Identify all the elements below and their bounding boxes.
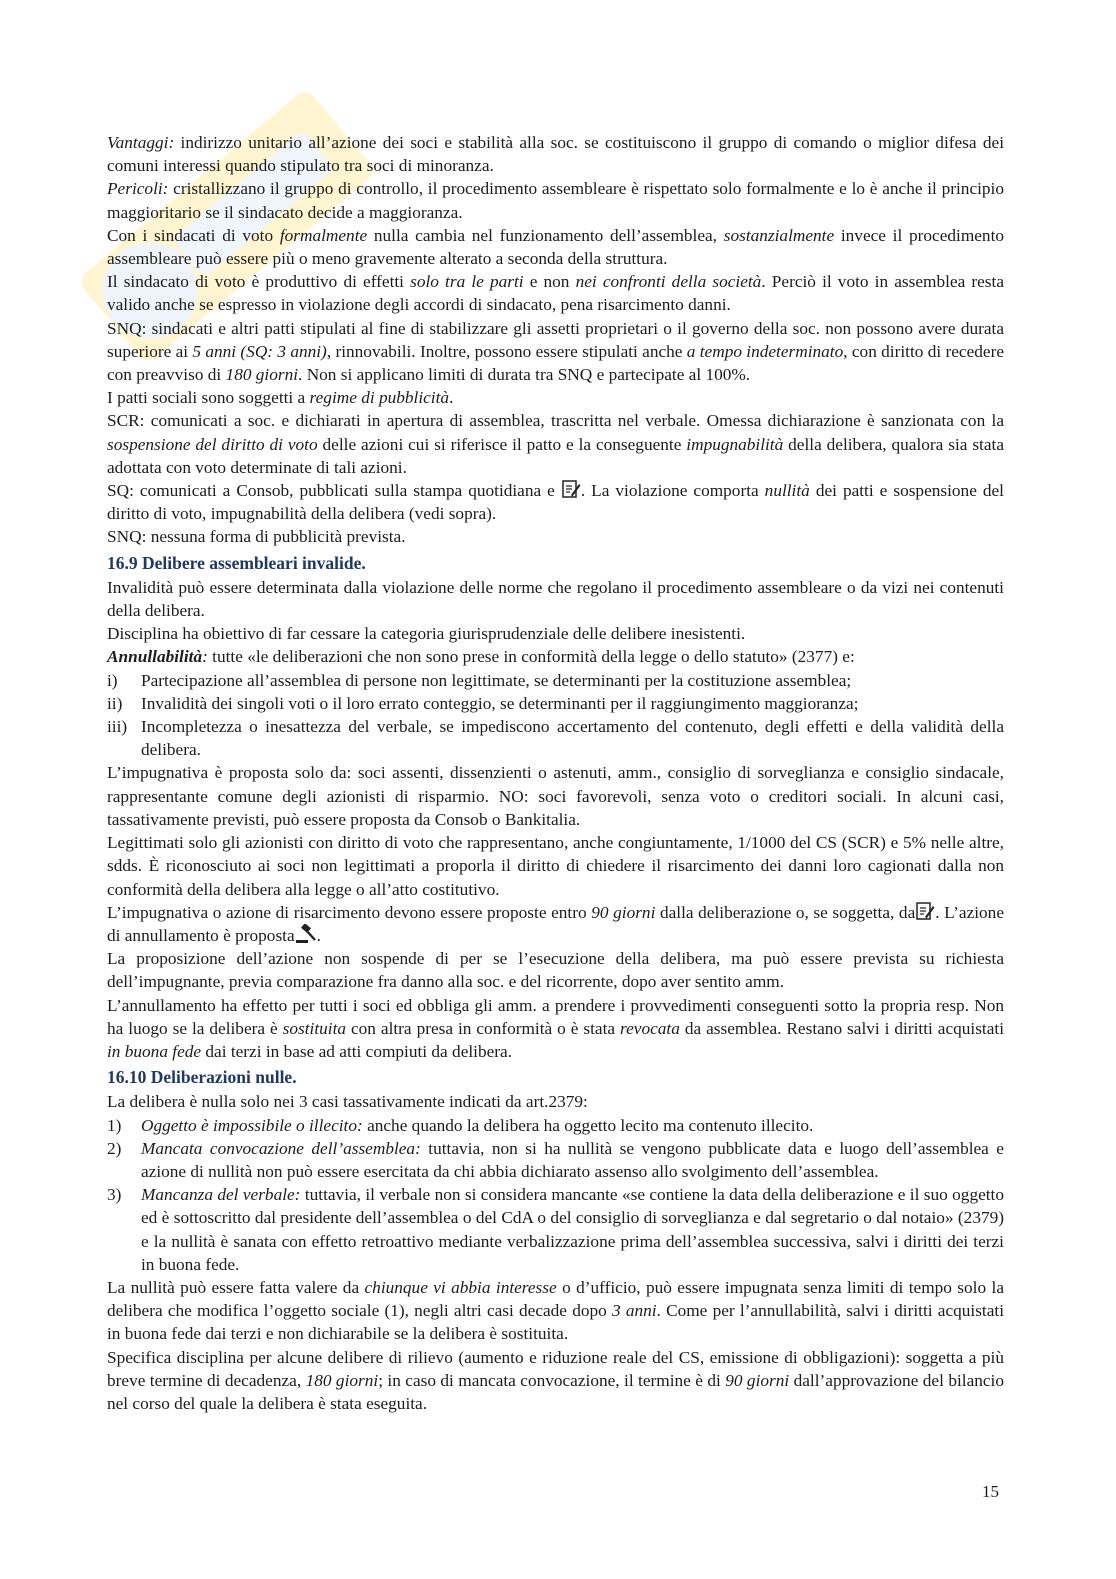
section-heading-16-10: 16.10 Deliberazioni nulle. (107, 1067, 297, 1088)
document-body (107, 131, 1004, 1415)
list-item: 1) Oggetto è impossibile o illecito: anche quando la delibera ha oggetto lecito ma contenuto illecito. (107, 1115, 814, 1135)
paragraph-specifica-disciplina: Specifica disciplina per alcune delibere di rilievo (aumento e riduzione reale del CS, emissione di obbligazioni): soggetta a più breve termine di decadenza, 180 giorni; in caso di mancata convocazione, il termine è di 90 giorni dall’approvazione del bilancio nel corso del quale la delibera è stata eseguita. (107, 1347, 1004, 1413)
paragraph-invalidita: Invalidità può essere determinata dalla violazione delle norme che regolano il procedimento assembleare o da vizi nei contenuti della delibera. (107, 577, 1004, 621)
list-item: i) Partecipazione all’assemblea di persone non legittimate, se determinanti per la costituzione assemblea; (107, 670, 852, 690)
list-item: iii) Incompletezza o inesattezza del verbale, se impediscono accertamento del contenuto, degli effetti e della validità della delibera. (107, 717, 1004, 760)
paragraph-annullabilita: Annullabilità: tutte «le deliberazioni che non sono prese in conformità della legge o dello statuto» (2377) e: (107, 647, 855, 667)
list-item: 3) Mancanza del verbale: tuttavia, il verbale non si considera mancante «se contiene la data della deliberazione e il suo oggetto ed è sottoscritto dal presidente dell’assemblea o del CdA o del consiglio di sorveglianza e dal segretario o dal notaio» (2379) e la nullità è sanata con effetto retroattivo mediante verbalizzazione prima dell’assemblea successiva, salvi i diritti dei terzi in buona fede. (107, 1185, 1004, 1274)
paragraph-sospensione: La proposizione dell’azione non sospende di per se l’esecuzione della delibera, ma può essere prevista su richiesta dell’impugnante, previa comparazione fra danno alla soc. e del ricorrente, dopo aver sentito amm. (107, 949, 1004, 992)
gavel-icon (295, 924, 317, 944)
paragraph-effetti: Il sindacato di voto è produttivo di effetti solo tra le parti e non nei confronti della società. Perciò il voto in assemblea resta valido anche se espresso in violazione degli accordi di sindacato, pena risarcimento danni. (107, 272, 1005, 315)
paragraph-termini: L’impugnativa o azione di risarcimento devono essere proposte entro 90 giorni dalla deliberazione o, se soggetta, da . L’azione di annullamento è proposta . (107, 902, 1004, 945)
list-item: 2) Mancata convocazione dell’assemblea: tuttavia, non si ha nullità se vengono pubblicate data e luogo dell’assemblea e azione di nullità non può essere esercitata da chi abbia dichiarato assenso allo svolgimento dell’assemblea. (107, 1138, 1004, 1181)
paragraph-impugnativa: L’impugnativa è proposta solo da: soci assenti, dissenzienti o astenuti, amm., consiglio di sorveglianza e consiglio sindacale, rappresentante comune degli azionisti di risparmio. NO: soci favorevoli, senza voto o creditori sociali. In alcuni casi, tassativamente previsti, può essere proposta da Consob o Bankitalia. (107, 763, 1004, 829)
section-heading-16-9: 16.9 Delibere assembleari invalide. (107, 552, 366, 573)
paragraph-sindacati-voto: Con i sindacati di voto formalmente nulla cambia nel funzionamento dell’assemblea, sostanzialmente invece il procedimento assembleare può essere più o meno gravemente alterato a seconda della struttura. (107, 225, 1005, 269)
register-pencil-icon (915, 901, 935, 921)
page-number: 15 (982, 1482, 999, 1501)
list-item: ii) Invalidità dei singoli voti o il loro errato conteggio, se determinanti per il raggiungimento maggioranza; (107, 693, 859, 713)
paragraph-nullita-interesse: La nullità può essere fatta valere da chiunque vi abbia interesse o d’ufficio, può essere impugnata senza limiti di tempo solo la delibera che modifica l’oggetto sociale (1), negli altri casi decade dopo 3 anni. Come per l’annullabilità, salvi i diritti acquistati in buona fede dai terzi e non dichiarabile se la delibera è sostituita. (107, 1277, 1004, 1344)
paragraph-disciplina: Disciplina ha obiettivo di far cessare la categoria giurisprudenziale delle delibere inesistenti. (107, 624, 746, 644)
paragraph-scr: SCR: comunicati a soc. e dichiarati in apertura di assemblea, trascritta nel verbale. Omessa dichiarazione è sanzionata con la sospensione del diritto di voto delle azioni cui si riferisce il patto e la conseguente impugnabilità della delibera, qualora sia stata adottata con voto determinate di tali azioni. (107, 411, 1004, 477)
register-pencil-icon (561, 479, 581, 499)
paragraph-sq: SQ: comunicati a Consob, pubblicati sulla stampa quotidiana e . La violazione comporta nullità dei patti e sospensione del diritto di voto, impugnabilità della delibera (vedi sopra). (107, 481, 1004, 524)
paragraph-pericoli: Pericoli: cristallizzano il gruppo di controllo, il procedimento assembleare è rispettato solo formalmente e lo è anche il principio maggioritario se il sindacato decide a maggioranza. (107, 179, 1004, 222)
paragraph-snq-durata: SNQ: sindacati e altri patti stipulati al fine di stabilizzare gli assetti proprietari o il governo della soc. non possono avere durata superiore ai 5 anni (SQ: 3 anni), rinnovabili. Inoltre, possono essere stipulati anche a tempo indeterminato, con diritto di recedere con preavviso di 180 giorni. Non si applicano limiti di durata tra SNQ e partecipate al 100%. (107, 318, 1004, 385)
paragraph-snq-pubblicita: SNQ: nessuna forma di pubblicità prevista. (107, 527, 406, 547)
paragraph-pubblicita: I patti sociali sono soggetti a regime di pubblicità. (107, 388, 454, 408)
paragraph-vantaggi: Vantaggi: indirizzo unitario all’azione dei soci e stabilità alla soc. se costituiscono il gruppo di comando o miglior difesa dei comuni interessi quando stipulato tra soci di minoranza. (107, 133, 1004, 176)
paragraph-annullamento: L’annullamento ha effetto per tutti i soci ed obbliga gli amm. a prendere i provvedimenti conseguenti sotto la propria resp. Non ha luogo se la delibera è sostituita con altra presa in conformità o è stata revocata da assemblea. Restano salvi i diritti acquistati in buona fede dai terzi in base ad atti compiuti da delibera. (107, 995, 1004, 1061)
paragraph-nullita-casi: La delibera è nulla solo nei 3 casi tassativamente indicati da art.2379: (107, 1092, 588, 1112)
paragraph-legittimati: Legittimati solo gli azionisti con diritto di voto che rappresentano, anche congiuntamente, 1/1000 del CS (SCR) e 5% nelle altre, sdds. È riconosciuto ai soci non legittimati a proporla il diritto di chiedere il risarcimento dei danni loro cagionati dalla non conformità della delibera alla legge o all’atto costitutivo. (107, 833, 1004, 899)
